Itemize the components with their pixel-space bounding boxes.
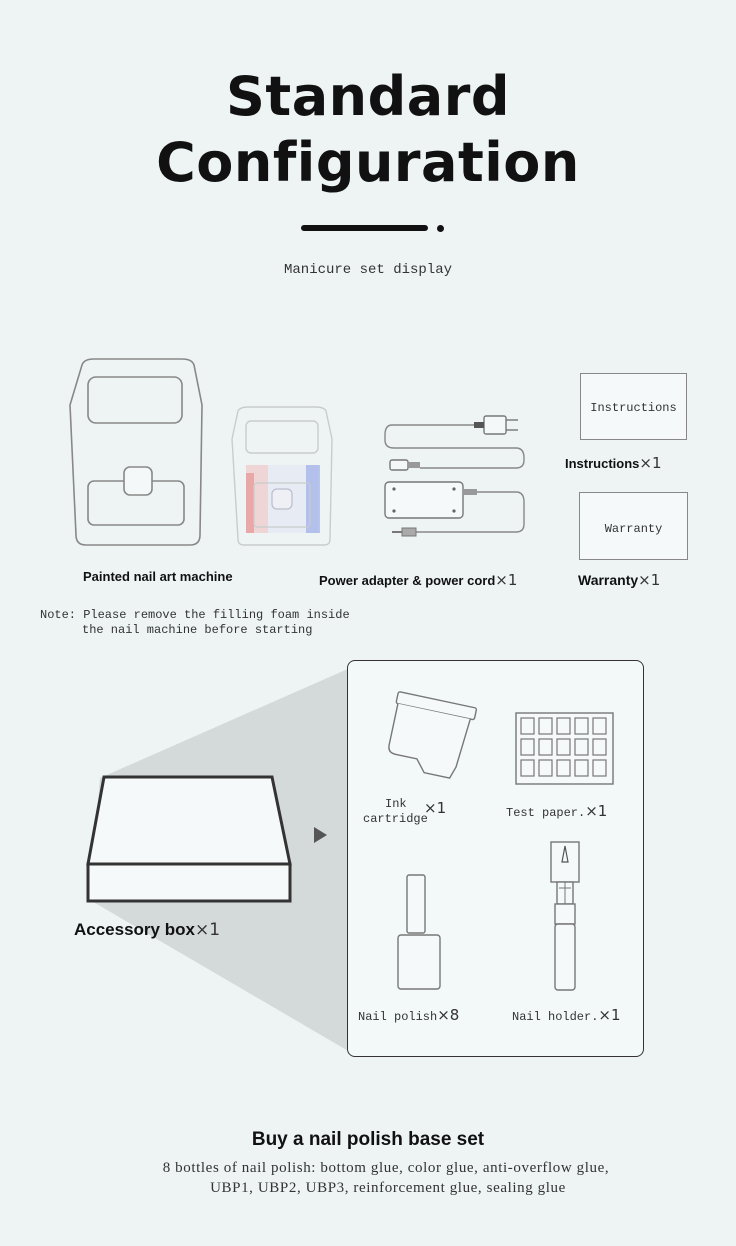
ink-label-line-1: Ink: [385, 797, 407, 811]
instructions-qty: ×1: [639, 454, 662, 472]
test-paper-icon: [515, 712, 615, 786]
arrow-right-icon: [312, 826, 328, 844]
ink-qty: ×1: [424, 799, 447, 817]
power-qty: ×1: [495, 571, 518, 589]
nail-holder-label-text: Nail holder.: [512, 1010, 599, 1024]
test-paper-label-text: Test paper.: [506, 806, 586, 820]
test-paper-qty: ×1: [585, 802, 608, 820]
ink-label-line-2: cartridge: [363, 812, 428, 826]
page-subtitle: Manicure set display: [283, 262, 453, 278]
title-line-1: Standard: [226, 65, 510, 128]
nail-polish-qty: ×8: [437, 1006, 460, 1024]
machine-note-line-2: the nail machine before starting: [82, 623, 313, 637]
machine-label: Painted nail art machine: [83, 569, 233, 584]
instructions-card-text: Instructions: [590, 401, 677, 415]
accessory-box-label: [74, 920, 220, 940]
warranty-qty: ×1: [638, 571, 661, 589]
nail-polish-bottle-icon: [396, 873, 442, 993]
nail-holder-icon: [545, 840, 585, 995]
footer-desc-line-2: UBP1, UBP2, UBP3, reinforcement glue, sealing glue: [210, 1180, 566, 1196]
instructions-label-text: Instructions: [565, 456, 640, 471]
accessory-box-label-text: Accessory box: [74, 920, 195, 939]
ink-cartridge-icon: [370, 690, 480, 785]
accessory-box-qty: ×1: [194, 920, 221, 940]
warranty-label-text: Warranty: [578, 572, 639, 588]
machine-note-line-1: Note: Please remove the filling foam inside: [40, 608, 350, 622]
power-label-text: Power adapter & power cord: [319, 573, 496, 588]
title-line-2: Configuration: [156, 131, 580, 194]
nail-holder-qty: ×1: [598, 1006, 621, 1024]
nail-polish-label-text: Nail polish: [358, 1010, 438, 1024]
warranty-card-text: Warranty: [604, 522, 663, 536]
footer-heading: Buy a nail polish base set: [251, 1129, 485, 1150]
test-paper-label: [506, 802, 607, 820]
nail-holder-label: [512, 1006, 621, 1024]
footer-desc-line-1: 8 bottles of nail polish: bottom glue, color glue, anti-overflow glue,: [162, 1160, 610, 1176]
nail-polish-label: [358, 1006, 459, 1024]
